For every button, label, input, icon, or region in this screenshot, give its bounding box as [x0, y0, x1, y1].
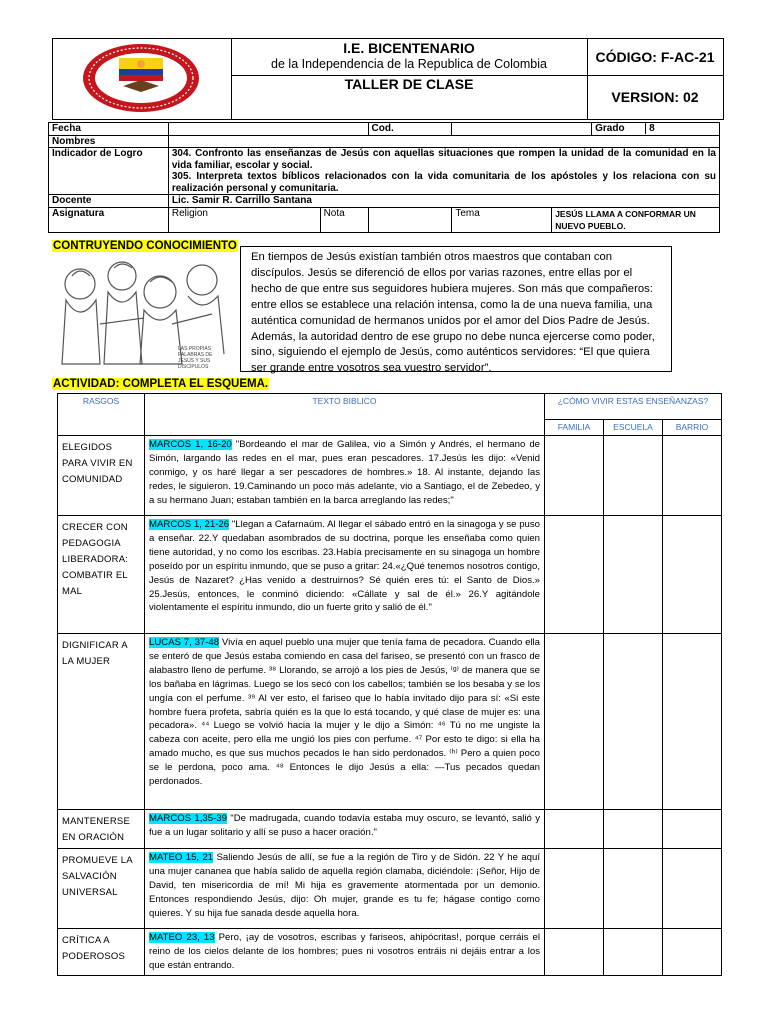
familia-answer-cell[interactable]	[545, 929, 604, 976]
indicador-value	[168, 148, 719, 195]
tema-label: Tema	[452, 207, 552, 232]
col-como-vivir: ¿CÓMO VIVIR ESTAS ENSEÑANZAS?	[545, 394, 722, 420]
barrio-answer-cell[interactable]	[663, 810, 722, 849]
docente-value: Lic. Samir R. Carrillo Santana	[168, 195, 719, 208]
texto-biblico-cell	[145, 516, 545, 634]
nombres-field[interactable]	[168, 135, 719, 148]
rasgo-cell: CRÍTICA A PODEROSOS	[58, 929, 145, 976]
asignatura-label: Asignatura	[49, 207, 169, 232]
grado-value: 8	[645, 123, 655, 134]
indicador-label: Indicador de Logro	[49, 148, 169, 195]
svg-text:LAS PROPIAS: LAS PROPIAS	[178, 346, 212, 352]
esquema-row	[58, 810, 722, 849]
bible-passage: Pero, ¡ay de vosotros, escribas y fariseos, ahipócritas!, porque cerráis el reino de los cielos delante de los hombres; pues ni vosotros entráis ni dejáis entrar a los que están entrando.	[149, 932, 540, 971]
familia-answer-cell[interactable]	[545, 516, 604, 634]
escuela-answer-cell[interactable]	[604, 810, 663, 849]
school-subtitle: de la Independencia de la Republica de Colombia	[271, 57, 547, 71]
cod-label: Cod.	[368, 123, 452, 136]
document-header	[52, 38, 724, 120]
barrio-answer-cell[interactable]	[663, 516, 722, 634]
docente-row	[49, 195, 720, 208]
bible-passage: Saliendo Jesús de allí, se fue a la región de Tiro y de Sidón. 22 Y he aquí una mujer cananea que había salido de aquella región clamaba, diciéndole: ¡Señor, Hijo de David, ten misericordia de mí! Mi hija es gravemente atormentada por un demonio. Entonces respondiendo Jesús, dijo: Oh mujer, grande es tu fe; hágase contigo como quieres. Y su hija fue sanada desde aquella hora.	[149, 852, 540, 919]
actividad-title: ACTIVIDAD: COMPLETA EL ESQUEMA.	[53, 378, 269, 390]
logo-cell	[53, 39, 232, 119]
jesus-children-illustration	[52, 254, 238, 374]
esquema-row	[58, 516, 722, 634]
texto-biblico-cell	[145, 810, 545, 849]
school-name-block	[231, 39, 587, 76]
fecha-row	[49, 123, 720, 136]
bible-passage: "Bordeando el mar de Galilea, vio a Simón y Andrés, el hermano de Simón, largando las redes en el mar, pues eran pescadores. 17.Jesús les dijo: «Venid conmigo, y os haré llegar a ser pescadores de hombres.» 18. Al instante, dejando las redes, le siguieron. 19.Caminando un poco más adelante, vio a Santiago, el de Zebedeo, y a su hermano Juan; estaban también en la barca arreglando las redes;"	[149, 439, 540, 506]
col-escuela: ESCUELA	[604, 420, 663, 436]
indicador-row	[49, 148, 720, 195]
document-type: TALLER DE CLASE	[344, 76, 474, 92]
esquema-row	[58, 929, 722, 976]
bible-reference: MARCOS 1, 21-26	[149, 519, 230, 530]
esquema-row	[58, 849, 722, 929]
rasgo-cell: ELEGIDOS PARA VIVIR EN COMUNIDAD	[58, 436, 145, 516]
title-cell	[231, 39, 588, 119]
student-info-table	[48, 122, 720, 233]
fecha-field[interactable]	[168, 123, 368, 136]
rasgo-cell: DIGNIFICAR A LA MUJER	[58, 634, 145, 810]
familia-answer-cell[interactable]	[545, 849, 604, 929]
bible-passage: Vivía en aquel pueblo una mujer que tenía fama de pecadora. Cuando ella se enteró de que Jesús estaba comiendo en casa del fariseo, se presentó con un frasco de alabastro lleno de perfume. ³⁸ Llorando, se arrojó a los pies de Jesús, ⁽ᵍ⁾ de manera que se los bañaba en lágrimas. Luego se los secó con los cabellos; también se los besaba y se los ungía con el perfume. ³⁹ Al ver esto, el fariseo que lo había invitado dijo para sí: «Si este hombre fuera profeta, sabría quién es la que lo está tocando, y qué clase de mujer es: una pecadora». ⁴⁴ Luego se volvió hacia la mujer y le dijo a Simón: ⁴⁶ Tú no me ungiste la cabeza con aceite, pero ella me ungió los pies con perfume. ⁴⁷ Por esto te digo: si ella ha amado mucho, es que sus muchos pecados le han sido perdonados. ⁽ʰ⁾ Pero a quien poco se le perdona, poco ama. ⁴⁸ Entonces le dijo Jesús a ella: —Tus pecados quedan perdonados.	[149, 637, 541, 788]
code-cell	[587, 39, 723, 119]
barrio-answer-cell[interactable]	[663, 436, 722, 516]
asignatura-value: Religion	[168, 207, 320, 232]
bible-reference: MARCOS 1, 16-20	[149, 439, 232, 450]
svg-text:PALABRAS DE: PALABRAS DE	[178, 352, 213, 358]
col-texto-biblico: TEXTO BIBLICO	[145, 394, 545, 436]
document-version: VERSION: 02	[611, 89, 699, 105]
escuela-answer-cell[interactable]	[604, 516, 663, 634]
esquema-row	[58, 436, 722, 516]
bible-passage: "Llegan a Cafarnaúm. Al llegar el sábado entró en la sinagoga y se puso a enseñar. 22.Y quedaban asombrados de su doctrina, porque les enseñaba como quien tiene autoridad, y no como los escribas. 23.Había precisamente en su sinagoga un hombre poseído por un espíritu inmundo, que se puso a gritar: 24.«¿Qué tenemos nosotros contigo, Jesús de Nazaret? ¿Has venido a destruirnos? Sé quién eres tú: el Santo de Dios.» 25.Jesús, entonces, le conminó diciendo: «Cállate y sal de él.» 26.Y agitándole violentamente el espíritu inmundo, dio un fuerte grito y salió de él."	[149, 519, 541, 614]
tema-value: JESÚS LLAMA A CONFORMAR UN NUEVO PUEBLO.	[552, 207, 720, 232]
indicador-304: 304. Confronto las enseñanzas de Jesús con aquellas situaciones que rompen la unidad de la comunidad en la vida familiar, escolar y social.	[171, 148, 716, 171]
texto-biblico-cell	[145, 436, 545, 516]
barrio-answer-cell[interactable]	[663, 634, 722, 810]
nombres-row	[49, 135, 720, 148]
familia-answer-cell[interactable]	[545, 810, 604, 849]
rasgo-cell: PROMUEVE LA SALVACIÓN UNIVERSAL	[58, 849, 145, 929]
esquema-row	[58, 634, 722, 810]
nombres-label: Nombres	[49, 135, 169, 148]
svg-text:DISCÍPULOS: DISCÍPULOS	[178, 364, 209, 370]
nota-field[interactable]	[368, 207, 452, 232]
rasgo-cell: CRECER CON PEDAGOGIA LIBERADORA: COMBATIR EL MAL	[58, 516, 145, 634]
escuela-answer-cell[interactable]	[604, 436, 663, 516]
col-barrio: BARRIO	[663, 420, 722, 436]
document-code: CÓDIGO: F-AC-21	[587, 39, 723, 76]
grado-label: Grado	[595, 123, 625, 134]
bible-reference: MATEO 15, 21	[149, 852, 214, 863]
bible-reference: MATEO 23, 13	[149, 932, 215, 943]
esquema-body	[58, 436, 722, 976]
barrio-answer-cell[interactable]	[663, 849, 722, 929]
escuela-answer-cell[interactable]	[604, 929, 663, 976]
indicador-305: 305. Interpreta textos bíblicos relacionados con la vida comunitaria de los apóstoles y los relaciona con su realización personal y comunitaria.	[171, 171, 716, 194]
esquema-table	[57, 393, 722, 976]
nota-label: Nota	[320, 207, 368, 232]
asignatura-row	[49, 207, 720, 232]
esquema-header-row	[58, 394, 722, 420]
construyendo-title: CONTRUYENDO CONOCIMIENTO	[53, 240, 237, 252]
barrio-answer-cell[interactable]	[663, 929, 722, 976]
escuela-answer-cell[interactable]	[604, 634, 663, 810]
texto-biblico-cell	[145, 929, 545, 976]
school-seal-icon	[81, 42, 201, 114]
col-familia: FAMILIA	[545, 420, 604, 436]
bible-reference: MARCOS 1,35-39	[149, 813, 227, 824]
rasgo-cell: MANTENERSE EN ORACIÓN	[58, 810, 145, 849]
texto-biblico-cell	[145, 849, 545, 929]
svg-text:JESÚS Y SUS: JESÚS Y SUS	[178, 358, 211, 364]
docente-label: Docente	[49, 195, 169, 208]
construyendo-text: En tiempos de Jesús existían también otros maestros que contaban con discípulos. Jesús se diferenció de ellos por varias razones, entre ellas por el hecho de que entre sus seguidores hubiera mujeres. Son más que compañeros: entre ellos se establece una relación intensa, como la de una nueva familia, una auténtica comunidad de hermanos unidos por el amor del Dios Padre de Jesús. Además, la autoridad dentro de ese grupo no debe nunca ejercerse como poder, sino, siguiendo el ejemplo de Jesús, como auténticos servidores: “El que quiera ser grande entre vosotros sea vuestro servidor”.	[240, 246, 672, 372]
familia-answer-cell[interactable]	[545, 436, 604, 516]
escuela-answer-cell[interactable]	[604, 849, 663, 929]
texto-biblico-cell	[145, 634, 545, 810]
familia-answer-cell[interactable]	[545, 634, 604, 810]
school-name: I.E. BICENTENARIO	[343, 40, 475, 56]
fecha-label: Fecha	[49, 123, 169, 136]
bible-passage: "De madrugada, cuando todavía estaba muy oscuro, se levantó, salió y fue a un lugar solitario y allí se puso a hacer oración."	[149, 813, 541, 838]
grado-cell	[592, 123, 720, 136]
col-rasgos: RASGOS	[58, 394, 145, 436]
bible-reference: LUCAS 7, 37-48	[149, 637, 220, 648]
cod-field[interactable]	[452, 123, 592, 136]
